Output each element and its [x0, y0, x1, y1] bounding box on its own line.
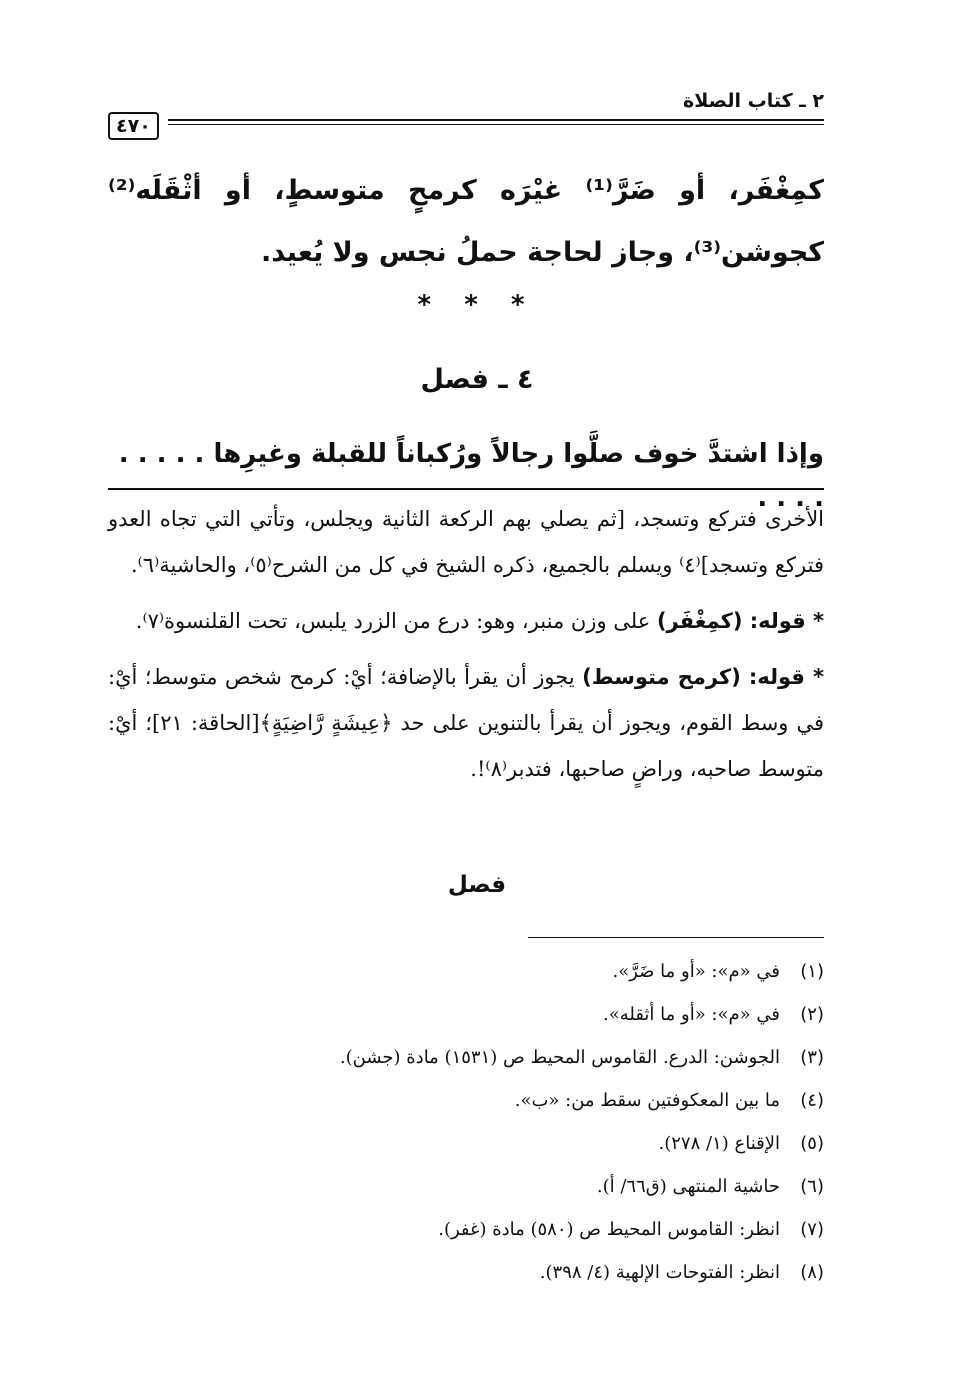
commentary-gloss: على وزن منبر، وهو: درع من الزرد يلبس، تحت القلنسوة⁽٧⁾.	[135, 609, 651, 633]
section-heading: ٤ ـ فصل	[420, 364, 534, 395]
header-rule	[168, 119, 824, 125]
footnote	[108, 1165, 824, 1208]
commentary-paragraph-1: الأخرى فتركع وتسجد، [ثم يصلي بهم الركعة الثانية ويجلس، وتأتي التي تجاه العدو فتركع وتسجد]⁽٤⁾ ويسلم بالجميع، ذكره الشيخ في كل من الشرح⁽٥⁾، والحاشية⁽٦⁾.	[108, 507, 824, 577]
footnote	[108, 1036, 824, 1079]
footnote-number: (٦)	[800, 1176, 824, 1197]
footnote-text: حاشية المنتهى (ق٦٦/ أ).	[596, 1176, 780, 1197]
footnote-text: في «م»: «أو ما ضَرَّ».	[612, 961, 780, 982]
footnote-rule	[528, 937, 824, 938]
matn-text: كمِغْفَر، أو ضَرَّ⁽¹⁾ غيْرَه كرمحٍ متوسطٍ، أو أثْقَلَه⁽²⁾ كجوشن⁽³⁾، وجاز لحاجة حملُ نجس ولا يُعيد.	[108, 175, 824, 268]
subheading: فصل	[447, 872, 507, 898]
footnote-number: (٤)	[800, 1090, 824, 1111]
footnote-number: (٨)	[800, 1262, 824, 1283]
footnote-number: (٧)	[800, 1219, 824, 1240]
footnote-number: (٣)	[800, 1047, 824, 1068]
footnote-text: الإقناع (١/ ٢٧٨).	[658, 1133, 780, 1154]
matn-block	[108, 160, 824, 284]
footnote-number: (١)	[800, 961, 824, 982]
stars-separator: * * *	[417, 290, 537, 320]
text-divider	[108, 488, 824, 490]
footnote	[108, 1079, 824, 1122]
footnote-text: انظر: الفتوحات الإلهية (٤/ ٣٩٨).	[539, 1262, 780, 1283]
commentary-gloss: يجوز أن يقرأ بالإضافة؛ أيْ: كرمح شخص متوسط؛ أيْ: في وسط القوم، ويجوز أن يقرأ بالتنوين على حد ﴿عِيشَةٍ رَّاضِيَةٍ﴾[الحاقة: ٢١]؛ أيْ: متوسط صاحبه، وراضٍ صاحبها، فتدبر⁽٨⁾!.	[108, 665, 824, 781]
commentary-lemma: * قوله: (كمِغْفَر)	[656, 609, 824, 633]
footnote-number: (٢)	[800, 1004, 824, 1025]
commentary-lemma: * قوله: (كرمح متوسط)	[582, 665, 824, 689]
commentary-paragraph-3	[108, 654, 824, 792]
footnote-text: في «م»: «أو ما أثقله».	[602, 1004, 780, 1025]
footnote-text: انظر: القاموس المحيط ص (٥٨٠) مادة (غفر).	[438, 1219, 780, 1240]
footnote	[108, 1251, 824, 1294]
commentary	[108, 496, 824, 802]
page-header	[108, 88, 824, 148]
footnote-text: ما بين المعكوفتين سقط من: «ب».	[514, 1090, 780, 1111]
footnotes-list	[108, 950, 824, 1294]
footnote-text: الجوشن: الدرع. القاموس المحيط ص (١٥٣١) مادة (جشن).	[339, 1047, 780, 1068]
footnote	[108, 1122, 824, 1165]
section-matn: وإذا اشتدَّ خوف صلَّوا رجالاً ورُكباناً للقبلة وغيرِها . . . . . . . . .	[118, 439, 824, 513]
commentary-paragraph-2	[108, 598, 824, 644]
page-number: ٤٧٠	[108, 112, 159, 140]
footnote	[108, 993, 824, 1036]
footnote	[108, 950, 824, 993]
running-title: ٢ ـ كتاب الصلاة	[683, 90, 824, 112]
footnote	[108, 1208, 824, 1251]
footnote-number: (٥)	[800, 1133, 824, 1154]
